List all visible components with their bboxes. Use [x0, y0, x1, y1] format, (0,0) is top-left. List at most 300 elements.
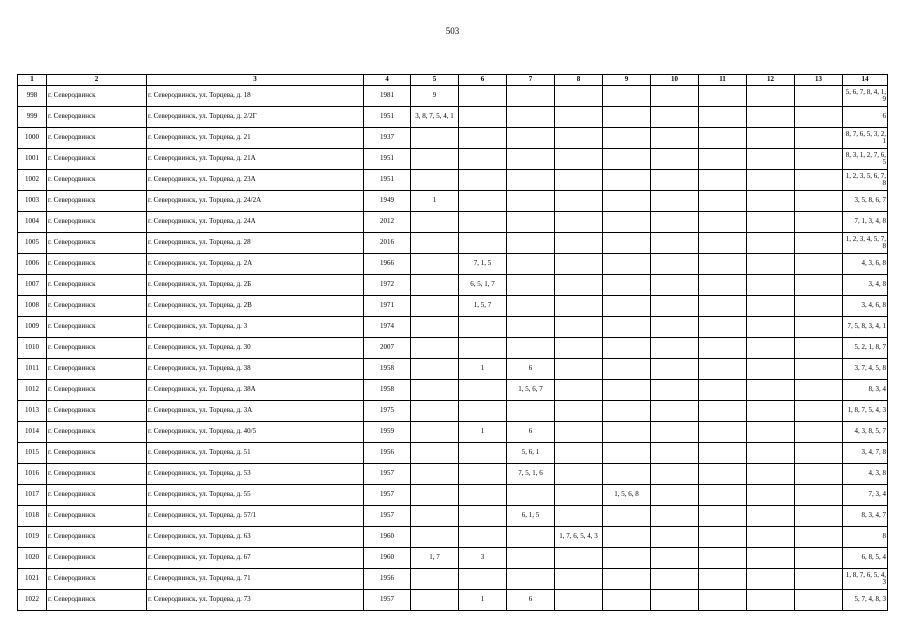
year-cell: 1957	[364, 506, 411, 527]
column-header: 10	[651, 75, 699, 86]
row-number: 999	[18, 107, 47, 128]
city-cell: г. Северодвинск	[47, 128, 147, 149]
column-header: 9	[603, 75, 651, 86]
column-header: 13	[795, 75, 843, 86]
row-number: 1019	[18, 527, 47, 548]
col-6-cell	[459, 464, 507, 485]
col-11-cell	[699, 569, 747, 590]
col-5-cell: 1	[411, 191, 459, 212]
col-11-cell	[699, 149, 747, 170]
column-header: 5	[411, 75, 459, 86]
address-cell: г. Северодвинск, ул. Торцева, д. 21А	[147, 149, 364, 170]
address-cell: г. Северодвинск, ул. Торцева, д. 23А	[147, 170, 364, 191]
address-cell: г. Северодвинск, ул. Торцева, д. 21	[147, 128, 364, 149]
col-5-cell	[411, 401, 459, 422]
year-cell: 1971	[364, 296, 411, 317]
row-number: 1018	[18, 506, 47, 527]
col-6-cell	[459, 401, 507, 422]
col-10-cell	[651, 296, 699, 317]
col-10-cell	[651, 317, 699, 338]
row-number: 1006	[18, 254, 47, 275]
address-cell: г. Северодвинск, ул. Торцева, д. 38А	[147, 380, 364, 401]
column-header: 1	[18, 75, 47, 86]
address-cell: г. Северодвинск, ул. Торцева, д. 55	[147, 485, 364, 506]
col-7-cell	[507, 107, 555, 128]
year-cell: 1972	[364, 275, 411, 296]
col-11-cell	[699, 191, 747, 212]
address-cell: г. Северодвинск, ул. Торцева, д. 24/2А	[147, 191, 364, 212]
year-cell: 1966	[364, 254, 411, 275]
city-cell: г. Северодвинск	[47, 359, 147, 380]
col-11-cell	[699, 506, 747, 527]
col-12-cell	[747, 317, 795, 338]
row-number: 1001	[18, 149, 47, 170]
col-6-cell: 1, 5, 7	[459, 296, 507, 317]
address-cell: г. Северодвинск, ул. Торцева, д. 51	[147, 443, 364, 464]
city-cell: г. Северодвинск	[47, 590, 147, 611]
col-8-cell	[555, 170, 603, 191]
col-9-cell	[603, 128, 651, 149]
col-10-cell	[651, 128, 699, 149]
year-cell: 1957	[364, 590, 411, 611]
column-header: 8	[555, 75, 603, 86]
col-6-cell: 1	[459, 590, 507, 611]
col-9-cell	[603, 275, 651, 296]
col-13-cell	[795, 128, 843, 149]
col-5-cell	[411, 275, 459, 296]
col-10-cell	[651, 191, 699, 212]
col-11-cell	[699, 338, 747, 359]
col-12-cell	[747, 401, 795, 422]
table-row	[18, 275, 888, 296]
city-cell: г. Северодвинск	[47, 422, 147, 443]
col-9-cell: 1, 5, 6, 8	[603, 485, 651, 506]
column-header: 14	[843, 75, 888, 86]
col-12-cell	[747, 422, 795, 443]
col-11-cell	[699, 443, 747, 464]
col-13-cell	[795, 149, 843, 170]
col-9-cell	[603, 464, 651, 485]
col-14-cell: 8, 3, 1, 2, 7, 6, 5	[843, 149, 888, 170]
col-10-cell	[651, 548, 699, 569]
address-cell: г. Северодвинск, ул. Торцева, д. 2Б	[147, 275, 364, 296]
col-10-cell	[651, 254, 699, 275]
city-cell: г. Северодвинск	[47, 191, 147, 212]
year-cell: 1958	[364, 359, 411, 380]
col-8-cell	[555, 107, 603, 128]
row-number: 1008	[18, 296, 47, 317]
col-10-cell	[651, 464, 699, 485]
table-row	[18, 170, 888, 191]
col-9-cell	[603, 233, 651, 254]
column-header: 4	[364, 75, 411, 86]
col-13-cell	[795, 107, 843, 128]
data-table	[17, 74, 888, 611]
col-9-cell	[603, 254, 651, 275]
col-8-cell	[555, 569, 603, 590]
address-cell: г. Северодвинск, ул. Торцева, д. 18	[147, 86, 364, 107]
col-12-cell	[747, 170, 795, 191]
col-8-cell	[555, 485, 603, 506]
col-14-cell: 3, 4, 6, 8	[843, 296, 888, 317]
col-5-cell	[411, 212, 459, 233]
table-row	[18, 107, 888, 128]
col-9-cell	[603, 212, 651, 233]
col-9-cell	[603, 443, 651, 464]
address-cell: г. Северодвинск, ул. Торцева, д. 3	[147, 317, 364, 338]
col-7-cell	[507, 338, 555, 359]
col-13-cell	[795, 422, 843, 443]
col-6-cell: 1	[459, 422, 507, 443]
col-14-cell: 8, 7, 6, 5, 3, 2, 1	[843, 128, 888, 149]
col-11-cell	[699, 212, 747, 233]
address-cell: г. Северодвинск, ул. Торцева, д. 63	[147, 527, 364, 548]
table-row	[18, 590, 888, 611]
year-cell: 1949	[364, 191, 411, 212]
address-cell: г. Северодвинск, ул. Торцева, д. 30	[147, 338, 364, 359]
col-14-cell: 3, 4, 8	[843, 275, 888, 296]
col-6-cell	[459, 149, 507, 170]
col-7-cell	[507, 128, 555, 149]
col-14-cell: 8, 3, 4	[843, 380, 888, 401]
col-12-cell	[747, 212, 795, 233]
col-10-cell	[651, 212, 699, 233]
city-cell: г. Северодвинск	[47, 149, 147, 170]
col-11-cell	[699, 464, 747, 485]
col-7-cell	[507, 254, 555, 275]
col-13-cell	[795, 590, 843, 611]
col-6-cell	[459, 317, 507, 338]
col-9-cell	[603, 86, 651, 107]
address-cell: г. Северодвинск, ул. Торцева, д. 3А	[147, 401, 364, 422]
address-cell: г. Северодвинск, ул. Торцева, д. 67	[147, 548, 364, 569]
table-row	[18, 296, 888, 317]
col-12-cell	[747, 548, 795, 569]
row-number: 1007	[18, 275, 47, 296]
col-7-cell: 6	[507, 590, 555, 611]
year-cell: 1960	[364, 548, 411, 569]
city-cell: г. Северодвинск	[47, 107, 147, 128]
city-cell: г. Северодвинск	[47, 296, 147, 317]
col-6-cell: 6, 5, 1, 7	[459, 275, 507, 296]
col-8-cell	[555, 380, 603, 401]
row-number: 1010	[18, 338, 47, 359]
year-cell: 2012	[364, 212, 411, 233]
col-9-cell	[603, 380, 651, 401]
col-8-cell	[555, 422, 603, 443]
address-cell: г. Северодвинск, ул. Торцева, д. 73	[147, 590, 364, 611]
col-8-cell	[555, 275, 603, 296]
col-10-cell	[651, 359, 699, 380]
col-5-cell: 9	[411, 86, 459, 107]
address-cell: г. Северодвинск, ул. Торцева, д. 2А	[147, 254, 364, 275]
col-9-cell	[603, 317, 651, 338]
col-8-cell	[555, 338, 603, 359]
year-cell: 1951	[364, 107, 411, 128]
col-14-cell: 1, 2, 3, 4, 5, 7, 8	[843, 233, 888, 254]
page-number: 503	[445, 26, 460, 36]
col-12-cell	[747, 443, 795, 464]
col-8-cell: 1, 7, 6, 5, 4, 3	[555, 527, 603, 548]
col-11-cell	[699, 380, 747, 401]
col-10-cell	[651, 527, 699, 548]
table-row	[18, 401, 888, 422]
col-14-cell: 1, 8, 7, 5, 4, 3	[843, 401, 888, 422]
col-10-cell	[651, 338, 699, 359]
col-11-cell	[699, 359, 747, 380]
col-10-cell	[651, 401, 699, 422]
col-11-cell	[699, 485, 747, 506]
col-10-cell	[651, 506, 699, 527]
col-6-cell	[459, 506, 507, 527]
column-header: 6	[459, 75, 507, 86]
col-5-cell	[411, 485, 459, 506]
col-6-cell	[459, 212, 507, 233]
col-8-cell	[555, 317, 603, 338]
col-13-cell	[795, 191, 843, 212]
address-cell: г. Северодвинск, ул. Торцева, д. 40/5	[147, 422, 364, 443]
col-12-cell	[747, 296, 795, 317]
col-12-cell	[747, 359, 795, 380]
row-number: 1011	[18, 359, 47, 380]
col-14-cell: 5, 7, 4, 8, 3	[843, 590, 888, 611]
address-cell: г. Северодвинск, ул. Торцева, д. 28	[147, 233, 364, 254]
col-6-cell	[459, 233, 507, 254]
address-cell: г. Северодвинск, ул. Торцева, д. 2/2Г	[147, 107, 364, 128]
col-12-cell	[747, 275, 795, 296]
col-13-cell	[795, 170, 843, 191]
col-7-cell	[507, 485, 555, 506]
col-10-cell	[651, 569, 699, 590]
col-7-cell	[507, 527, 555, 548]
city-cell: г. Северодвинск	[47, 275, 147, 296]
col-12-cell	[747, 191, 795, 212]
col-9-cell	[603, 107, 651, 128]
city-cell: г. Северодвинск	[47, 254, 147, 275]
col-8-cell	[555, 212, 603, 233]
col-8-cell	[555, 128, 603, 149]
col-5-cell	[411, 527, 459, 548]
col-13-cell	[795, 569, 843, 590]
col-11-cell	[699, 548, 747, 569]
col-9-cell	[603, 191, 651, 212]
col-5-cell	[411, 317, 459, 338]
col-12-cell	[747, 338, 795, 359]
column-header: 2	[47, 75, 147, 86]
year-cell: 2016	[364, 233, 411, 254]
city-cell: г. Северодвинск	[47, 380, 147, 401]
col-5-cell	[411, 464, 459, 485]
col-12-cell	[747, 527, 795, 548]
col-8-cell	[555, 254, 603, 275]
col-9-cell	[603, 506, 651, 527]
col-7-cell	[507, 275, 555, 296]
col-7-cell	[507, 191, 555, 212]
col-11-cell	[699, 170, 747, 191]
row-number: 998	[18, 86, 47, 107]
row-number: 1017	[18, 485, 47, 506]
col-10-cell	[651, 275, 699, 296]
year-cell: 1956	[364, 443, 411, 464]
year-cell: 1958	[364, 380, 411, 401]
col-5-cell	[411, 569, 459, 590]
col-10-cell	[651, 107, 699, 128]
col-11-cell	[699, 275, 747, 296]
col-10-cell	[651, 485, 699, 506]
col-12-cell	[747, 86, 795, 107]
row-number: 1020	[18, 548, 47, 569]
col-9-cell	[603, 422, 651, 443]
col-10-cell	[651, 422, 699, 443]
col-9-cell	[603, 338, 651, 359]
table-row	[18, 338, 888, 359]
col-6-cell	[459, 569, 507, 590]
city-cell: г. Северодвинск	[47, 569, 147, 590]
col-7-cell	[507, 317, 555, 338]
col-14-cell: 4, 3, 6, 8	[843, 254, 888, 275]
col-14-cell: 8, 3, 4, 7	[843, 506, 888, 527]
col-7-cell: 7, 5, 1, 6	[507, 464, 555, 485]
table-row	[18, 149, 888, 170]
year-cell: 1957	[364, 464, 411, 485]
col-13-cell	[795, 254, 843, 275]
col-5-cell	[411, 506, 459, 527]
col-8-cell	[555, 590, 603, 611]
city-cell: г. Северодвинск	[47, 170, 147, 191]
col-12-cell	[747, 590, 795, 611]
table-row	[18, 464, 888, 485]
table-row	[18, 254, 888, 275]
col-14-cell: 5, 6, 7, 8, 4, 1, 9	[843, 86, 888, 107]
table-body	[18, 86, 888, 611]
year-cell: 1981	[364, 86, 411, 107]
city-cell: г. Северодвинск	[47, 485, 147, 506]
col-12-cell	[747, 464, 795, 485]
col-6-cell	[459, 380, 507, 401]
table-row	[18, 506, 888, 527]
col-11-cell	[699, 128, 747, 149]
col-6-cell: 3	[459, 548, 507, 569]
col-13-cell	[795, 548, 843, 569]
row-number: 1005	[18, 233, 47, 254]
column-header: 7	[507, 75, 555, 86]
col-10-cell	[651, 149, 699, 170]
city-cell: г. Северодвинск	[47, 464, 147, 485]
col-13-cell	[795, 401, 843, 422]
col-5-cell	[411, 233, 459, 254]
table-row	[18, 233, 888, 254]
col-9-cell	[603, 170, 651, 191]
col-7-cell: 6, 1, 5	[507, 506, 555, 527]
col-5-cell	[411, 359, 459, 380]
table-row	[18, 317, 888, 338]
col-6-cell	[459, 338, 507, 359]
row-number: 1000	[18, 128, 47, 149]
col-13-cell	[795, 506, 843, 527]
col-14-cell: 7, 3, 4	[843, 485, 888, 506]
col-12-cell	[747, 254, 795, 275]
address-cell: г. Северодвинск, ул. Торцева, д. 53	[147, 464, 364, 485]
col-9-cell	[603, 569, 651, 590]
col-5-cell	[411, 170, 459, 191]
col-13-cell	[795, 527, 843, 548]
col-7-cell	[507, 296, 555, 317]
row-number: 1002	[18, 170, 47, 191]
col-14-cell: 7, 5, 8, 3, 4, 1	[843, 317, 888, 338]
table-row	[18, 359, 888, 380]
col-13-cell	[795, 359, 843, 380]
col-8-cell	[555, 191, 603, 212]
col-8-cell	[555, 443, 603, 464]
col-8-cell	[555, 359, 603, 380]
col-5-cell	[411, 149, 459, 170]
year-cell: 1956	[364, 569, 411, 590]
col-9-cell	[603, 359, 651, 380]
col-14-cell: 1, 8, 7, 6, 5, 4, 3	[843, 569, 888, 590]
col-14-cell: 4, 3, 8	[843, 464, 888, 485]
col-7-cell	[507, 212, 555, 233]
col-7-cell: 6	[507, 359, 555, 380]
address-cell: г. Северодвинск, ул. Торцева, д. 24А	[147, 212, 364, 233]
col-6-cell	[459, 86, 507, 107]
col-11-cell	[699, 527, 747, 548]
col-12-cell	[747, 149, 795, 170]
col-8-cell	[555, 548, 603, 569]
row-number: 1009	[18, 317, 47, 338]
col-6-cell	[459, 128, 507, 149]
header-row	[18, 75, 888, 86]
year-cell: 1957	[364, 485, 411, 506]
col-7-cell	[507, 170, 555, 191]
year-cell: 1951	[364, 170, 411, 191]
city-cell: г. Северодвинск	[47, 212, 147, 233]
col-9-cell	[603, 149, 651, 170]
city-cell: г. Северодвинск	[47, 338, 147, 359]
col-8-cell	[555, 86, 603, 107]
col-10-cell	[651, 170, 699, 191]
col-8-cell	[555, 296, 603, 317]
city-cell: г. Северодвинск	[47, 86, 147, 107]
col-6-cell	[459, 527, 507, 548]
col-11-cell	[699, 317, 747, 338]
col-6-cell	[459, 485, 507, 506]
col-11-cell	[699, 590, 747, 611]
table-row	[18, 443, 888, 464]
col-6-cell	[459, 443, 507, 464]
col-13-cell	[795, 443, 843, 464]
col-14-cell: 3, 4, 7, 8	[843, 443, 888, 464]
city-cell: г. Северодвинск	[47, 233, 147, 254]
col-11-cell	[699, 296, 747, 317]
col-13-cell	[795, 275, 843, 296]
col-12-cell	[747, 233, 795, 254]
city-cell: г. Северодвинск	[47, 443, 147, 464]
year-cell: 1951	[364, 149, 411, 170]
col-13-cell	[795, 464, 843, 485]
col-12-cell	[747, 128, 795, 149]
col-9-cell	[603, 548, 651, 569]
col-7-cell	[507, 548, 555, 569]
column-header: 3	[147, 75, 364, 86]
col-12-cell	[747, 380, 795, 401]
col-14-cell: 8	[843, 527, 888, 548]
col-13-cell	[795, 338, 843, 359]
city-cell: г. Северодвинск	[47, 317, 147, 338]
row-number: 1021	[18, 569, 47, 590]
col-5-cell	[411, 443, 459, 464]
col-5-cell	[411, 338, 459, 359]
col-11-cell	[699, 86, 747, 107]
